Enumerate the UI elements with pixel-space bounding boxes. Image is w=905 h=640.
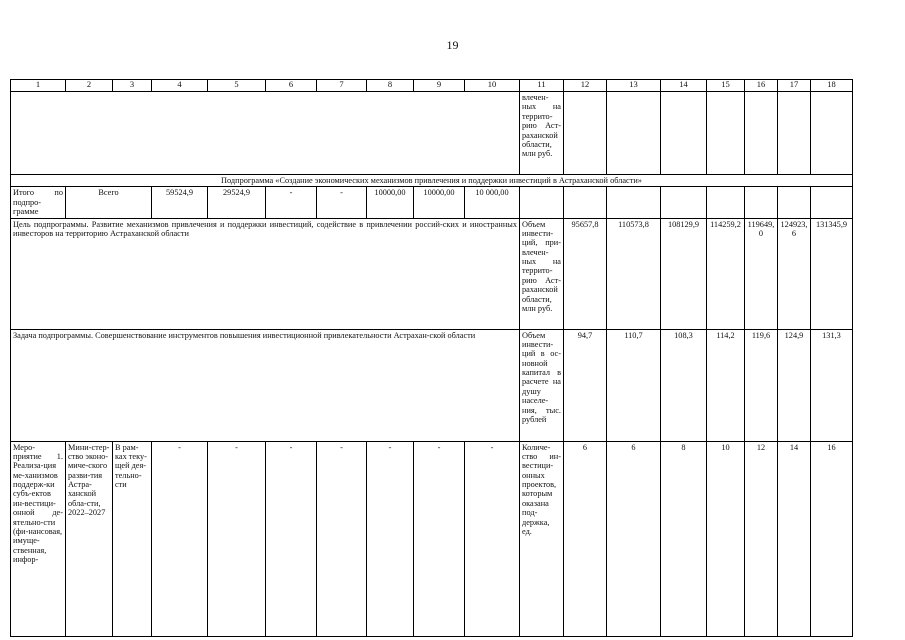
page-number: 19 <box>446 38 459 52</box>
header-cell: 6 <box>266 80 317 92</box>
task-text: Задача подпрограммы. Совершенствование инструментов повышения инвестиционной привлекательности Астрахан-ской области <box>11 329 520 441</box>
measure-value: - <box>317 441 367 636</box>
goal-value: 95657,8 <box>564 218 607 329</box>
table-cell <box>811 92 853 175</box>
header-cell: 8 <box>367 80 414 92</box>
subprogram-title: Подпрограмма «Создание экономических механизмов привлечения и поддержки инвестиций в Астраханской области» <box>11 175 853 187</box>
table-cell <box>778 187 811 218</box>
table-cell <box>520 187 564 218</box>
measure-value: - <box>465 441 520 636</box>
measure-value: - <box>152 441 208 636</box>
header-cell: 18 <box>811 80 853 92</box>
header-cell: 7 <box>317 80 367 92</box>
measure-target: 10 <box>707 441 745 636</box>
header-cell: 1 <box>11 80 66 92</box>
table-cell <box>564 187 607 218</box>
header-cell: 14 <box>661 80 707 92</box>
header-cell: 10 <box>465 80 520 92</box>
continuation-indicator: влечен-ных на террито-рию Аст-раханской области, млн руб. <box>520 92 564 175</box>
table-cell <box>707 187 745 218</box>
table-cell <box>778 92 811 175</box>
header-cell: 11 <box>520 80 564 92</box>
table-cell <box>607 92 661 175</box>
header-cell: 3 <box>113 80 152 92</box>
header-row <box>11 80 853 92</box>
task-value: 124,9 <box>778 329 811 441</box>
table-cell <box>661 92 707 175</box>
total-value: 59524,9 <box>152 187 208 218</box>
goal-value: 131345,9 <box>811 218 853 329</box>
table-cell <box>661 187 707 218</box>
measure-target: 8 <box>661 441 707 636</box>
table-cell <box>745 92 778 175</box>
goal-value: 124923,6 <box>778 218 811 329</box>
header-cell: 13 <box>607 80 661 92</box>
task-value: 119,6 <box>745 329 778 441</box>
header-cell: 16 <box>745 80 778 92</box>
measure-target: 14 <box>778 441 811 636</box>
table-cell <box>707 92 745 175</box>
task-value: 108,3 <box>661 329 707 441</box>
goal-indicator: Объем инвести-ций, при-влечен-ных на террито-рию Аст-раханской области, млн руб. <box>520 218 564 329</box>
header-cell: 12 <box>564 80 607 92</box>
task-value: 110,7 <box>607 329 661 441</box>
header-cell: 2 <box>66 80 113 92</box>
task-value: 131,3 <box>811 329 853 441</box>
total-value: 10000,00 <box>414 187 465 218</box>
total-row <box>11 187 853 218</box>
measure-target: 6 <box>607 441 661 636</box>
total-value: - <box>266 187 317 218</box>
measure-target: 16 <box>811 441 853 636</box>
task-row <box>11 329 853 441</box>
header-cell: 5 <box>208 80 266 92</box>
table-cell <box>811 187 853 218</box>
header-cell: 9 <box>414 80 465 92</box>
program-table <box>10 79 853 637</box>
goal-text: Цель подпрограммы. Развитие механизмов привлечения и поддержки инвестиций, содействие в привлечении россий-ских и иностранных инвесторов на территорию Астраханской области <box>11 218 520 329</box>
header-cell: 17 <box>778 80 811 92</box>
goal-value: 114259,2 <box>707 218 745 329</box>
measure-target: 6 <box>564 441 607 636</box>
measure-executor: Мини-стер-ство эконо-миче-ского разви-тия Астра-ханской обла-сти, 2022–2027 <box>66 441 113 636</box>
continuation-blank-cell <box>11 92 520 175</box>
measure-target: 12 <box>745 441 778 636</box>
subprogram-title-row <box>11 175 853 187</box>
measure-name: Меро-приятие 1. Реализа-ция ме-ханизмов поддерж-ки субъ-ектов ин-вестици-онной де-ятельно-сти (фи-нансовая, имуще-ственная, инфор- <box>11 441 66 636</box>
task-value: 94,7 <box>564 329 607 441</box>
goal-value: 119649,0 <box>745 218 778 329</box>
measure-indicator: Количе-ство ин-вестици-онных проектов, которым оказана под-держка, ед. <box>520 441 564 636</box>
total-value: - <box>317 187 367 218</box>
header-cell: 4 <box>152 80 208 92</box>
measure-value: - <box>266 441 317 636</box>
table-cell <box>745 187 778 218</box>
total-label: Итого по подпро-грамме <box>11 187 66 218</box>
measure-value: - <box>208 441 266 636</box>
measure-row <box>11 441 853 636</box>
goal-value: 108129,9 <box>661 218 707 329</box>
task-indicator: Объем инвести-ций в ос-новной капитал в расчете на душу населе-ния, тыс. рублей <box>520 329 564 441</box>
measure-source: В рам-ках теку-щей дея-тельно-сти <box>113 441 152 636</box>
total-value: 29524,9 <box>208 187 266 218</box>
table-cell <box>607 187 661 218</box>
measure-value: - <box>367 441 414 636</box>
goal-value: 110573,8 <box>607 218 661 329</box>
continuation-row <box>11 92 853 175</box>
measure-value: - <box>414 441 465 636</box>
total-value: 10000,00 <box>367 187 414 218</box>
header-cell: 15 <box>707 80 745 92</box>
total-type: Всего <box>66 187 152 218</box>
goal-row <box>11 218 853 329</box>
table-cell <box>564 92 607 175</box>
task-value: 114,2 <box>707 329 745 441</box>
total-value: 10 000,00 <box>465 187 520 218</box>
